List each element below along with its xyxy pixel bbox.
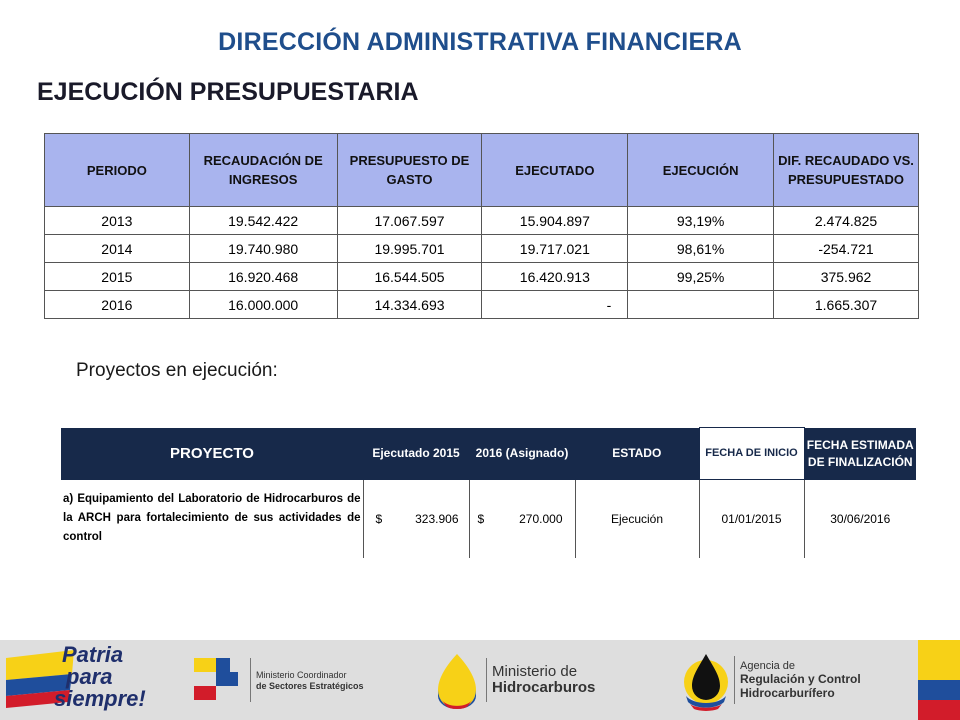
table-cell: 15.904.897 bbox=[482, 207, 628, 235]
arch-text-2: Regulación y Control bbox=[740, 672, 861, 686]
table-cell: 16.420.913 bbox=[482, 263, 628, 291]
page-title: DIRECCIÓN ADMINISTRATIVA FINANCIERA bbox=[218, 28, 742, 56]
mcse-text-1: Ministerio Coordinador bbox=[256, 670, 347, 680]
table-cell: 2016 bbox=[45, 291, 190, 319]
project-ejecutado bbox=[363, 480, 469, 558]
table-cell: 375.962 bbox=[774, 263, 919, 291]
patria-text-3: siempre! bbox=[54, 686, 146, 711]
table-cell: 99,25% bbox=[628, 263, 774, 291]
table-cell: 2013 bbox=[45, 207, 190, 235]
arch-text-3: Hidrocarburífero bbox=[740, 686, 835, 700]
patria-text-1: Patria bbox=[62, 642, 124, 667]
table-row bbox=[45, 263, 919, 291]
mh-emblem-icon bbox=[432, 650, 482, 710]
mcse-emblem-icon bbox=[190, 650, 246, 710]
ecuador-flag-stripe bbox=[918, 640, 960, 720]
patria-para-siempre-logo bbox=[2, 640, 146, 720]
table-cell: 16.000.000 bbox=[189, 291, 337, 319]
table-cell: -254.721 bbox=[774, 235, 919, 263]
mh-text-1: Ministerio de bbox=[492, 663, 578, 680]
project-fin: 30/06/2016 bbox=[830, 511, 891, 526]
table-cell: 98,61% bbox=[628, 235, 774, 263]
divider bbox=[486, 658, 487, 702]
project-estado: Ejecución bbox=[575, 480, 699, 558]
table-row bbox=[61, 480, 916, 558]
table-cell: 16.544.505 bbox=[337, 263, 482, 291]
table-cell: 16.920.468 bbox=[189, 263, 337, 291]
table-cell: 19.995.701 bbox=[337, 235, 482, 263]
column-header-proyecto: PROYECTO bbox=[61, 428, 363, 480]
table-row bbox=[45, 291, 919, 319]
table-row bbox=[45, 235, 919, 263]
arch-emblem-icon bbox=[680, 646, 732, 714]
table-cell: 19.717.021 bbox=[482, 235, 628, 263]
mh-text-2: Hidrocarburos bbox=[492, 679, 596, 696]
footer-logos bbox=[0, 640, 960, 720]
project-asignado bbox=[469, 480, 575, 558]
project-inicio: 01/01/2015 bbox=[699, 480, 804, 558]
column-header: EJECUTADO bbox=[482, 134, 628, 207]
column-header-ejecutado: Ejecutado 2015 bbox=[363, 428, 469, 480]
table-cell bbox=[628, 291, 774, 319]
table-cell: 19.542.422 bbox=[189, 207, 337, 235]
mcse-logo bbox=[190, 650, 380, 710]
table-row bbox=[45, 207, 919, 235]
table-cell: 1.665.307 bbox=[774, 291, 919, 319]
amount: 270.000 bbox=[519, 511, 563, 526]
divider bbox=[734, 656, 735, 704]
table-header-row bbox=[45, 134, 919, 207]
column-header: PERIODO bbox=[45, 134, 190, 207]
projects-label: Proyectos en ejecución: bbox=[76, 360, 278, 381]
divider bbox=[250, 658, 251, 702]
amount: 323.906 bbox=[415, 511, 459, 526]
table-cell: 14.334.693 bbox=[337, 291, 482, 319]
patria-text-2: para bbox=[66, 664, 113, 689]
table-cell: 17.067.597 bbox=[337, 207, 482, 235]
column-header-fin: FECHA ESTIMADA DE FINALIZACIÓN bbox=[804, 428, 916, 480]
column-header-estado: ESTADO bbox=[575, 428, 699, 480]
projects-table bbox=[61, 427, 916, 558]
table-header-row bbox=[61, 428, 916, 480]
table-cell: 2014 bbox=[45, 235, 190, 263]
column-header: RECAUDACIÓN DE INGRESOS bbox=[189, 134, 337, 207]
currency-symbol: $ bbox=[375, 511, 383, 526]
table-cell: 93,19% bbox=[628, 207, 774, 235]
table-cell: 2.474.825 bbox=[774, 207, 919, 235]
column-header: PRESUPUESTO DE GASTO bbox=[337, 134, 482, 207]
budget-table bbox=[44, 133, 919, 319]
table-cell: 19.740.980 bbox=[189, 235, 337, 263]
ministerio-hidrocarburos-logo bbox=[432, 650, 607, 710]
table-cell: 2015 bbox=[45, 263, 190, 291]
currency-symbol: $ bbox=[477, 511, 485, 526]
column-header-asignado: 2016 (Asignado) bbox=[469, 428, 575, 480]
arch-text-1: Agencia de bbox=[740, 660, 796, 672]
column-header: EJECUCIÓN bbox=[628, 134, 774, 207]
column-header-inicio: FECHA DE INICIO bbox=[699, 428, 804, 480]
project-description: a) Equipamiento del Laboratorio de Hidrocarburos de la ARCH para fortalecimiento de sus actividades de control bbox=[61, 480, 363, 558]
arch-logo bbox=[680, 646, 870, 714]
column-header: DIF. RECAUDADO VS. PRESUPUESTADO bbox=[774, 134, 919, 207]
section-title: EJECUCIÓN PRESUPUESTARIA bbox=[37, 78, 419, 106]
table-cell: - bbox=[482, 291, 628, 319]
mcse-text-2: de Sectores Estratégicos bbox=[256, 681, 364, 691]
